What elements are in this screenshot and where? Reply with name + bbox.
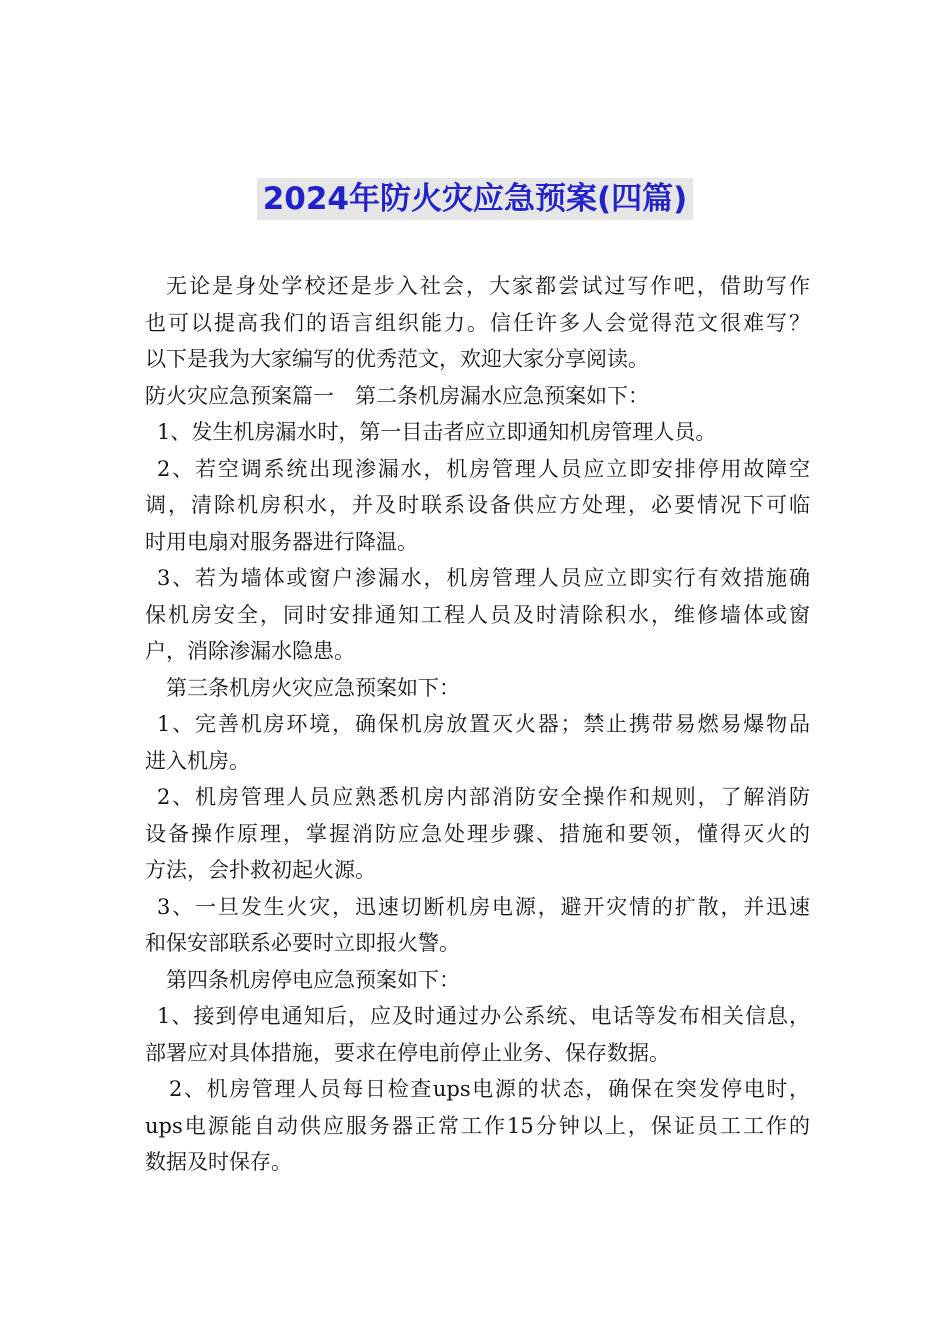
list-item-line: 1、完善机房环境，确保机房放置灭火器；禁止携带易燃易爆物品 (157, 712, 810, 736)
section-heading-line: 第四条机房停电应急预案如下： (166, 967, 460, 992)
list-item-line: 3、若为墙体或窗户渗漏水，机房管理人员应立即实行有效措施确 (157, 566, 810, 590)
list-item-line: 户，消除渗漏水隐患。 (145, 639, 355, 663)
paragraph-line: 以下是我为大家编写的优秀范文，欢迎大家分享阅读。 (145, 347, 649, 371)
list-item-line: 2、若空调系统出现渗漏水，机房管理人员应立即安排停用故障空 (157, 456, 810, 481)
list-item-line: 3、一旦发生火灾，迅速切断机房电源，避开灾情的扩散，并迅速 (157, 894, 810, 919)
list-item-line: 2、机房管理人员每日检查ups电源的状态，确保在突发停电时， (169, 1077, 810, 1101)
document-title: 2024年防火灾应急预案(四篇) (257, 178, 694, 220)
section-heading-line: 第三条机房火灾应急预案如下： (166, 675, 460, 700)
document-body (145, 268, 810, 1181)
list-item-line: 数据及时保存。 (145, 1150, 292, 1174)
list-item-line: 2、机房管理人员应熟悉机房内部消防安全操作和规则，了解消防 (157, 785, 810, 809)
list-item-line: 1、接到停电通知后，应及时通过办公系统、电话等发布相关信息， (157, 1004, 810, 1028)
list-item-line: 部署应对具体措施，要求在停电前停止业务、保存数据。 (145, 1040, 670, 1065)
list-item-line: 方法，会扑救初起火源。 (145, 858, 376, 882)
title-container (0, 178, 950, 220)
paragraph-line: 也可以提高我们的语言组织能力。信任许多人会觉得范文很难写？ (145, 310, 810, 335)
paragraph-line: 无论是身处学校还是步入社会，大家都尝试过写作吧，借助写作 (166, 274, 810, 298)
list-item-line: 设备操作原理，掌握消防应急处理步骤、措施和要领，懂得灭火的 (145, 821, 810, 846)
list-item-line: 和保安部联系必要时立即报火警。 (145, 931, 460, 955)
list-item-line: 时用电扇对服务器进行降温。 (145, 529, 418, 554)
list-item-line: 保机房安全，同时安排通知工程人员及时清除积水，维修墙体或窗 (145, 602, 810, 627)
list-item-line: 进入机房。 (145, 748, 250, 773)
list-item-line: 调，清除机房积水，并及时联系设备供应方处理，必要情况下可临 (145, 493, 810, 517)
section-heading-line: 防火灾应急预案篇一 第二条机房漏水应急预案如下： (145, 383, 649, 408)
list-item-line: ups电源能自动供应服务器正常工作15分钟以上，保证员工工作的 (145, 1113, 810, 1138)
list-item-line: 1、发生机房漏水时，第一目击者应立即通知机房管理人员。 (157, 420, 717, 444)
